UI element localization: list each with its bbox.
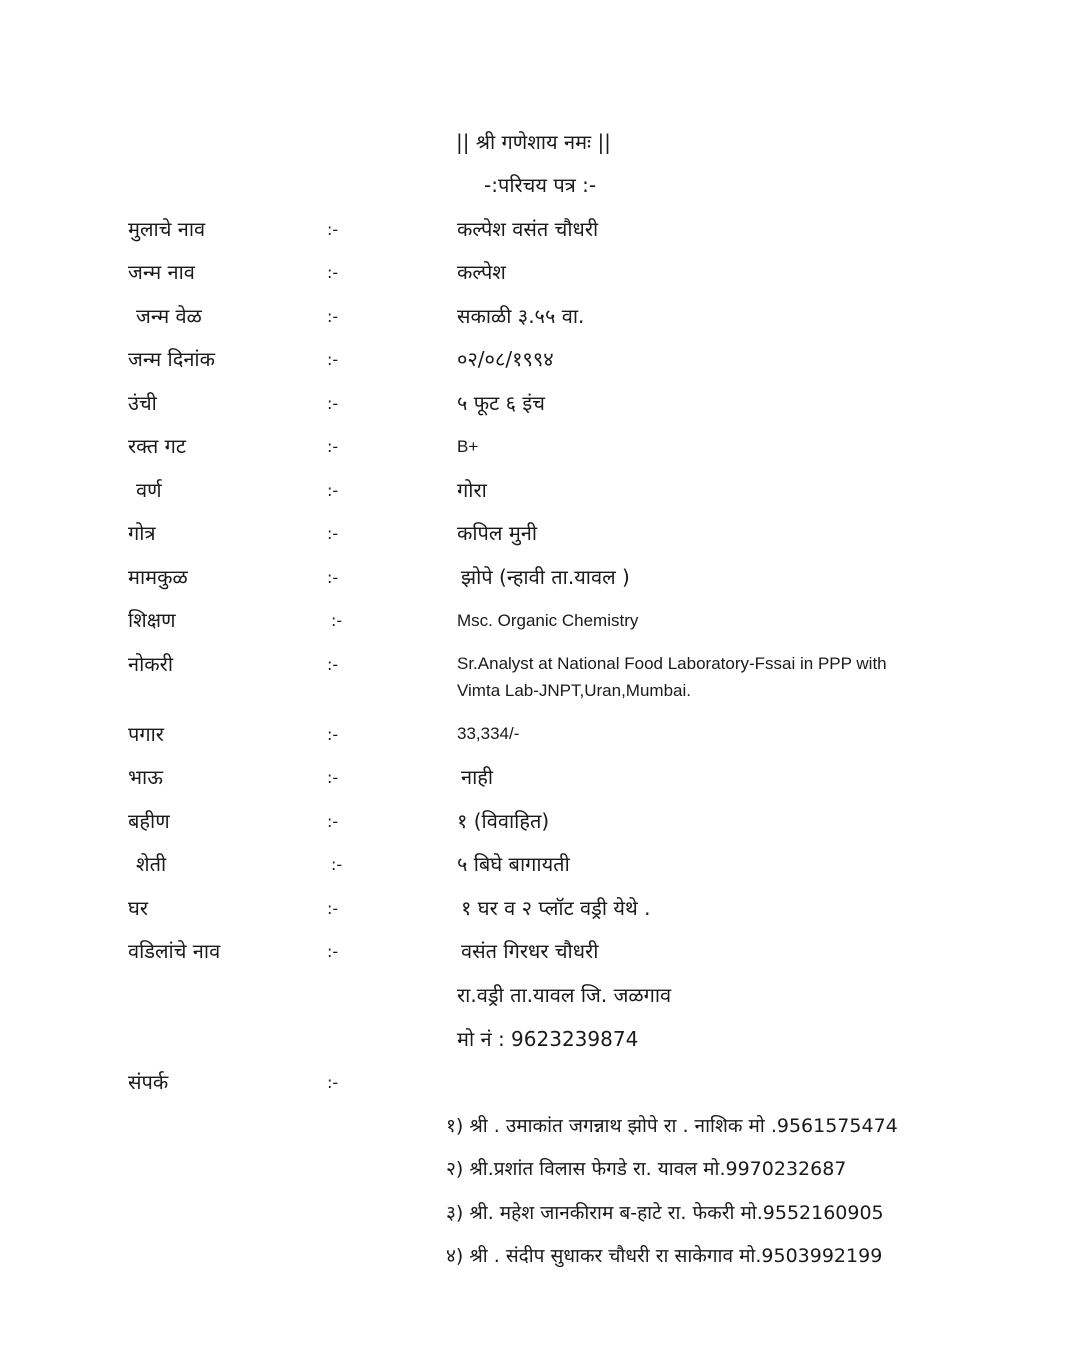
document-title: -:परिचय पत्र :- (484, 173, 597, 197)
field-separator: :- (327, 768, 339, 787)
field-separator: :- (327, 725, 339, 744)
field-label-name: मुलाचे नाव (128, 217, 206, 241)
field-separator: :- (327, 307, 339, 326)
field-label-sister: बहीण (128, 809, 170, 833)
field-label-salary: पगार (128, 722, 164, 746)
field-value-height: ५ फूट ६ इंच (457, 391, 545, 415)
father-address: रा.वड्री ता.यावल जि. जळगाव (457, 983, 672, 1007)
field-separator: :- (327, 481, 339, 500)
field-value-education: Msc. Organic Chemistry (457, 611, 639, 630)
father-mobile: मो नं : 9623239874 (457, 1027, 639, 1051)
contact-person: ३) श्री. महेश जानकीराम ब-हाटे रा. फेकरी मो.9552160905 (446, 1202, 884, 1224)
field-separator: :- (327, 899, 339, 918)
field-separator: :- (327, 437, 339, 456)
field-value-birth-date: ०२/०८/१९९४ (457, 347, 554, 371)
field-label-house: घर (128, 896, 148, 920)
contact-person: १) श्री . उमाकांत जगन्नाथ झोपे रा . नाशिक मो .9561575474 (446, 1115, 898, 1137)
field-separator: :- (327, 655, 339, 674)
field-separator: :- (331, 611, 343, 630)
field-label-father-name: वडिलांचे नाव (128, 939, 221, 963)
field-label-height: उंची (128, 391, 157, 415)
field-label-birth-name: जन्म नाव (128, 260, 195, 284)
field-label-complexion: वर्ण (136, 478, 162, 502)
field-separator: :- (327, 568, 339, 587)
field-value-name: कल्पेश वसंत चौधरी (457, 217, 599, 241)
field-label-birth-date: जन्म दिनांक (128, 347, 215, 371)
field-separator: :- (327, 350, 339, 369)
field-label-blood-group: रक्त गट (128, 434, 186, 458)
field-separator: :- (331, 855, 343, 874)
field-label-gotra: गोत्र (128, 521, 156, 545)
contact-person: २) श्री.प्रशांत विलास फेगडे रा. यावल मो.9970232687 (446, 1158, 847, 1180)
field-separator: :- (327, 942, 339, 961)
field-separator: :- (327, 1073, 339, 1092)
field-value-blood-group: B+ (457, 437, 479, 456)
field-label-brother: भाऊ (128, 765, 163, 789)
field-value-sister: १ (विवाहित) (457, 809, 550, 833)
field-value-father-name: वसंत गिरधर चौधरी (461, 939, 599, 963)
field-value-house: १ घर व २ प्लॉट वड्री येथे . (461, 896, 651, 920)
field-label-education: शिक्षण (128, 608, 176, 632)
field-value-salary: 33,334/- (457, 724, 520, 743)
field-value-birth-time: सकाळी ३.५५ वा. (457, 304, 585, 328)
field-separator: :- (327, 263, 339, 282)
field-value-birth-name: कल्पेश (457, 260, 506, 284)
field-separator: :- (327, 812, 339, 831)
field-separator: :- (327, 524, 339, 543)
field-value-farm: ५ बिघे बागायती (457, 852, 570, 876)
field-label-farm: शेती (136, 852, 167, 876)
field-value-complexion: गोरा (457, 478, 487, 502)
field-separator: :- (327, 394, 339, 413)
field-separator: :- (327, 220, 339, 239)
field-value-gotra: कपिल मुनी (457, 521, 538, 545)
field-label-birth-time: जन्म वेळ (136, 304, 202, 328)
field-value-job: Sr.Analyst at National Food Laboratory-Fssai in PPP with Vimta Lab-JNPT,Uran,Mumbai. (457, 654, 887, 700)
field-label-contact: संपर्क (128, 1070, 169, 1094)
field-value-brother: नाही (461, 765, 494, 789)
invocation-heading: || श्री गणेशाय नमः || (456, 130, 611, 154)
field-label-job: नोकरी (128, 652, 173, 676)
contact-person: ४) श्री . संदीप सुधाकर चौधरी रा साकेगाव मो.9503992199 (446, 1245, 883, 1267)
field-label-maternal-clan: मामकुळ (128, 565, 188, 589)
field-value-maternal-clan: झोपे (न्हावी ता.यावल ) (461, 565, 630, 589)
